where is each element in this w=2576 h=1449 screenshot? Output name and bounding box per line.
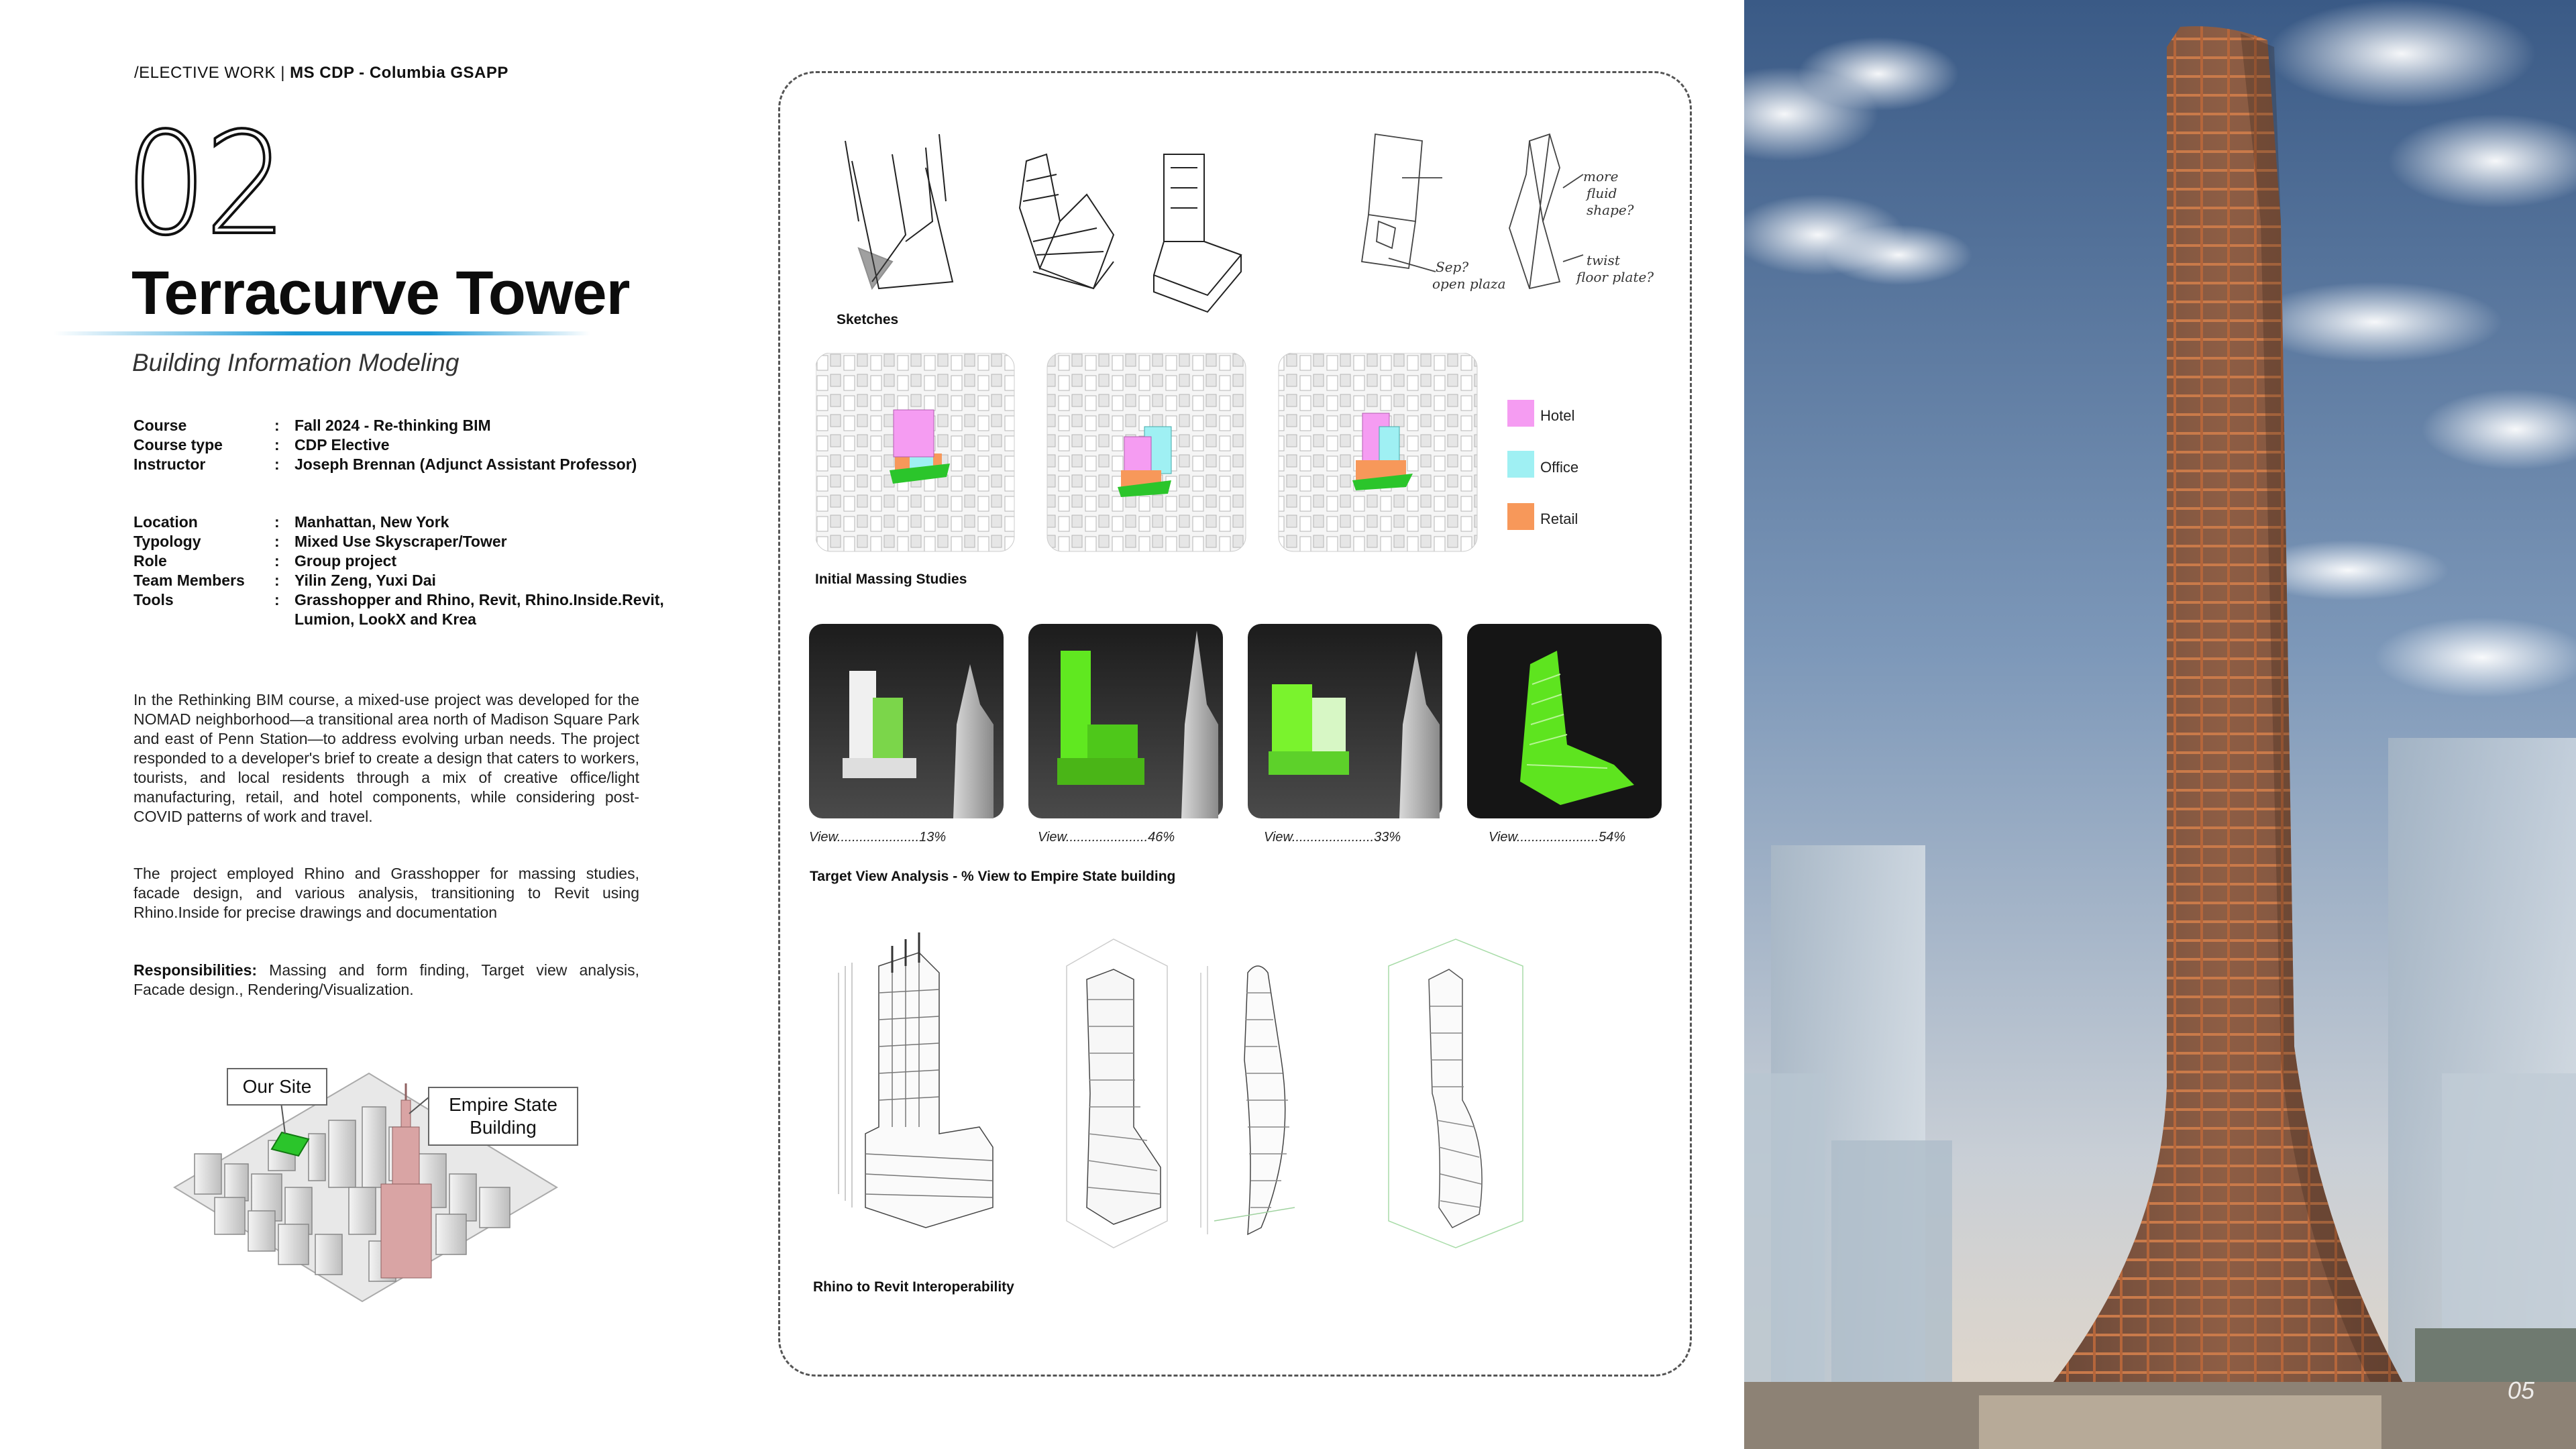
- info-sep: :: [274, 455, 280, 473]
- course-info: [133, 416, 684, 474]
- info-row: [133, 435, 684, 455]
- tower-rendering-image: [1744, 0, 2576, 1449]
- view-label-1: View......................13%: [809, 830, 947, 845]
- legend-hotel-label: Hotel: [1540, 407, 1575, 424]
- info-value: [294, 590, 684, 629]
- sketch-note: Sep?: [1436, 259, 1469, 275]
- info-sep: :: [274, 533, 280, 550]
- rhino-revit-row: [825, 926, 1657, 1261]
- project-number: 02: [125, 102, 285, 266]
- info-value: Manhattan, New York: [294, 513, 449, 531]
- description-paragraph-1: In the Rethinking BIM course, a mixed-use project was developed for the NOMAD neighborhood—a transitional area north of Madison Square Park and east of Penn Station—to address evolving urban needs. The project responded to a developer's brief to create a design that caters to workers, tourists, and local residents through a mix of creative office/light manufacturing, retail, and hotel components, while considering post-COVID patterns of work and travel.: [133, 691, 639, 825]
- sketch-note: fluid: [1587, 185, 1617, 201]
- view-label-3: View......................33%: [1264, 830, 1401, 845]
- sketch-3: [1154, 154, 1241, 312]
- view-thumb-1: [809, 624, 1004, 818]
- sketch-1: [845, 134, 953, 288]
- tower-rendering: [1744, 0, 2576, 1449]
- site-context-map: [148, 1020, 577, 1368]
- info-sep: :: [274, 552, 280, 570]
- sketch-4: [1362, 134, 1442, 272]
- legend-office-label: Office: [1540, 459, 1579, 476]
- massing-study-3: [1279, 353, 1477, 551]
- info-value: CDP Elective: [294, 436, 390, 453]
- revit-model-2: [1067, 939, 1167, 1248]
- info-row: [133, 571, 684, 590]
- legend-retail-label: Retail: [1540, 511, 1578, 527]
- info-key: Course: [133, 417, 187, 434]
- view-thumb-3: [1248, 624, 1442, 818]
- header-program: MS CDP - Columbia GSAPP: [290, 64, 508, 82]
- esb-label-line-1: Empire State: [449, 1094, 557, 1115]
- view-thumb-2: [1028, 624, 1223, 818]
- info-sep: :: [274, 513, 280, 531]
- legend-hotel-swatch: [1507, 400, 1534, 427]
- project-info: [133, 513, 684, 629]
- view-label-2: View......................46%: [1038, 830, 1175, 845]
- info-value: Joseph Brennan (Adjunct Assistant Professor): [294, 455, 637, 473]
- info-sep: :: [274, 436, 280, 453]
- massing-caption: Initial Massing Studies: [815, 572, 967, 587]
- info-key: Location: [133, 513, 198, 531]
- sketch-2: [1020, 154, 1114, 288]
- info-row: [133, 551, 684, 571]
- info-row: [133, 416, 684, 435]
- empire-state-label: [428, 1087, 578, 1146]
- esb-label-line-2: Building: [470, 1117, 537, 1138]
- project-title: Terracurve Tower: [131, 259, 630, 327]
- info-sep: :: [274, 591, 280, 608]
- revit-model-4: [1389, 939, 1523, 1248]
- sketch-5: [1509, 134, 1583, 288]
- description-paragraph-2: The project employed Rhino and Grasshopper for massing studies, facade design, and various analysis, transitioning to Revit using Rhino.Inside for precise drawings and documentation: [133, 865, 639, 921]
- section-header: [134, 64, 508, 83]
- view-analysis-row: [809, 624, 1664, 820]
- info-value: Fall 2024 - Re-thinking BIM: [294, 417, 491, 434]
- info-value: Mixed Use Skyscraper/Tower: [294, 533, 507, 550]
- responsibilities-paragraph: [133, 961, 639, 1000]
- info-sep: :: [274, 417, 280, 434]
- view-label-4: View......................54%: [1489, 830, 1626, 845]
- sketches-caption: Sketches: [837, 312, 899, 327]
- view-analysis-caption: Target View Analysis - % View to Empire State building: [810, 869, 1176, 884]
- tools-line-1: Grasshopper and Rhino, Revit, Rhino.Inside.Revit,: [294, 591, 664, 608]
- view-thumb-4: [1467, 624, 1662, 818]
- sketch-note: floor plate?: [1576, 269, 1654, 285]
- info-key: Course type: [133, 436, 223, 453]
- info-value: Yilin Zeng, Yuxi Dai: [294, 572, 436, 589]
- legend-office-swatch: [1507, 451, 1534, 478]
- info-key: Typology: [133, 533, 201, 550]
- revit-caption: Rhino to Revit Interoperability: [813, 1279, 1014, 1295]
- massing-studies-row: [816, 353, 1480, 554]
- info-key: Instructor: [133, 455, 206, 473]
- info-key: Team Members: [133, 572, 245, 589]
- sketch-note: shape?: [1587, 202, 1634, 218]
- sketches-row: [832, 127, 1670, 322]
- responsibilities-label: Responsibilities:: [133, 961, 258, 979]
- info-sep: :: [274, 572, 280, 589]
- legend-retail-swatch: [1507, 503, 1534, 530]
- info-key: Role: [133, 552, 167, 570]
- header-prefix: /ELECTIVE WORK |: [134, 64, 290, 82]
- sketch-note: open plaza: [1432, 276, 1506, 292]
- sketch-note: more: [1583, 168, 1619, 184]
- responsibilities-text: Massing and form finding, Target view analysis, Facade design., Rendering/Visualization.: [133, 961, 639, 998]
- massing-study-1: [816, 353, 1014, 551]
- page-number: 05: [2508, 1377, 2535, 1404]
- project-subtitle: Building Information Modeling: [132, 349, 460, 376]
- sketch-note: twist: [1587, 252, 1620, 268]
- info-row: [133, 590, 684, 629]
- info-row: [133, 513, 684, 532]
- tools-line-2: Lumion, LookX and Krea: [294, 610, 476, 628]
- our-site-label: Our Site: [227, 1068, 327, 1106]
- title-underline: [54, 331, 590, 335]
- massing-study-2: [1047, 353, 1246, 551]
- info-row: [133, 455, 684, 474]
- site-axon-drawing: [148, 1020, 577, 1368]
- revit-model-1: [839, 932, 993, 1228]
- info-key: Tools: [133, 591, 174, 608]
- revit-model-3: [1201, 966, 1295, 1234]
- info-value: Group project: [294, 552, 397, 570]
- info-row: [133, 532, 684, 551]
